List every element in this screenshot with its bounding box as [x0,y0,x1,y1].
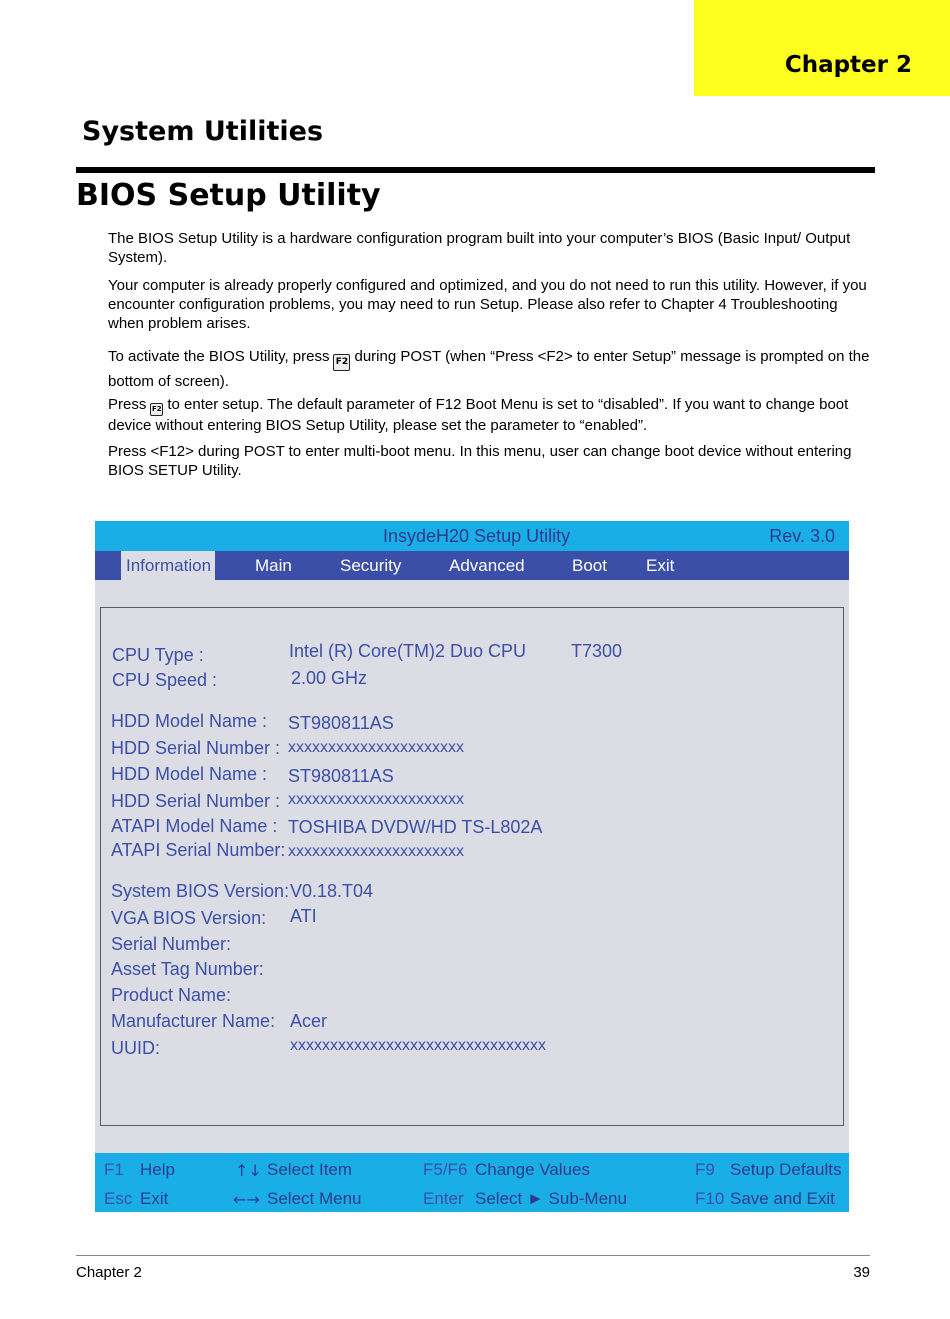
bios-screenshot [95,521,849,1212]
system-bios-value: V0.18.T04 [290,881,374,901]
hdd1-serial-value: xxxxxxxxxxxxxxxxxxxxxx [288,739,464,756]
cpu-model-value: T7300 [571,641,623,661]
select-menu-hint: Select Menu [267,1189,362,1208]
bios-tab-exit[interactable]: Exit [646,556,675,575]
bios-menu-bar [95,551,849,580]
hdd2-model-value: ST980811AS [288,766,394,786]
manufacturer-value: Acer [290,1011,328,1031]
esc-exit-hint: Exit [140,1189,169,1208]
hdd2-model-label: HDD Model Name : [111,764,268,784]
f1-help: Help [140,1160,175,1179]
atapi-serial-value: xxxxxxxxxxxxxxxxxxxxxx [288,843,464,860]
product-name-label: Product Name: [111,985,232,1005]
bios-tab-advanced[interactable]: Advanced [449,556,525,575]
cpu-type-label: CPU Type : [112,645,204,665]
title-rule [76,167,875,173]
paragraph-configured: Your computer is already properly configured and optimized, and you do not need to run this utility. However, if you encounter configuration problems, you may need to run Setup. Please also refer to Chapter 4 Troubleshooting when problem arises. [108,277,867,332]
esc-key: Esc [104,1189,133,1208]
activate-text-after: during POST (when “Press <F2> to enter Setup” message is prompted on the bottom of screen). [108,348,870,390]
cpu-speed-label: CPU Speed : [112,670,218,690]
hdd2-serial-value: xxxxxxxxxxxxxxxxxxxxxx [288,791,464,808]
hdd2-serial-label: HDD Serial Number : [111,791,281,811]
bios-title: InsydeH20 Setup Utility [383,526,571,546]
bios-title-bar [95,521,849,551]
page-number: 39 [853,1264,870,1281]
uuid-value: xxxxxxxxxxxxxxxxxxxxxxxxxxxxxxxx [290,1037,546,1054]
press-text-before: Press [108,396,147,413]
system-bios-label: System BIOS Version: [111,881,290,901]
asset-tag-label: Asset Tag Number: [111,959,264,979]
select-submenu-hint: Select ► Sub-Menu [475,1189,627,1208]
atapi-model-label: ATAPI Model Name : [111,816,278,836]
atapi-serial-label: ATAPI Serial Number: [111,840,286,860]
press-text-after: to enter setup. The default parameter of F12 Boot Menu is set to “disabled”. If you want to change boot device without entering BIOS Setup Utility, please set the parameter to “enabled”. [108,396,849,434]
footer-rule [76,1255,870,1256]
f2-key-icon: F2 [333,354,350,371]
left-right-arrows-icon: ←→ [233,1190,260,1209]
activate-text-before: To activate the BIOS Utility, press [108,348,330,365]
hdd1-model-value: ST980811AS [288,713,394,733]
vga-bios-value: ATI [290,906,317,926]
footer-chapter: Chapter 2 [76,1264,142,1281]
paragraph-activate [108,346,873,392]
paragraph-intro: The BIOS Setup Utility is a hardware configuration program built into your computer’s BIOS (Basic Input/ Output System). [108,230,851,266]
f9-key: F9 [695,1160,715,1179]
hdd1-serial-label: HDD Serial Number : [111,738,281,758]
paragraph-press-setup [108,395,873,435]
paragraph-f12: Press <F12> during POST to enter multi-boot menu. In this menu, user can change boot device without entering BIOS SETUP Utility. [108,443,852,479]
save-exit-hint: Save and Exit [730,1189,835,1208]
bios-tab-security[interactable]: Security [340,556,402,575]
cpu-type-value: Intel (R) Core(TM)2 Duo CPU [289,641,527,661]
uuid-label: UUID: [111,1038,160,1058]
section-title: System Utilities [82,116,324,147]
up-down-arrows-icon: ↑↓ [235,1161,262,1180]
hdd1-model-label: HDD Model Name : [111,711,268,731]
f2-key-small-icon: F2 [150,403,163,416]
chapter-tab: Chapter 2 [694,0,950,96]
enter-key: Enter [423,1189,464,1208]
manufacturer-label: Manufacturer Name: [111,1011,276,1031]
bios-tab-main[interactable]: Main [255,556,292,575]
atapi-model-value: TOSHIBA DVDW/HD TS-L802A [288,817,543,837]
f1-key: F1 [104,1160,124,1179]
setup-defaults-hint: Setup Defaults [730,1160,842,1179]
f10-key: F10 [695,1189,725,1208]
bios-key-legend [95,1153,849,1212]
change-values-hint: Change Values [475,1160,590,1179]
f5-f6-key: F5/F6 [423,1160,468,1179]
cpu-speed-value: 2.00 GHz [291,668,368,688]
vga-bios-label: VGA BIOS Version: [111,908,267,928]
select-item-hint: Select Item [267,1160,353,1179]
serial-number-label: Serial Number: [111,934,232,954]
page-heading: BIOS Setup Utility [76,178,381,213]
bios-tab-boot[interactable]: Boot [572,556,607,575]
bios-revision: Rev. 3.0 [769,526,835,546]
bios-tab-information[interactable]: Information [121,551,215,580]
